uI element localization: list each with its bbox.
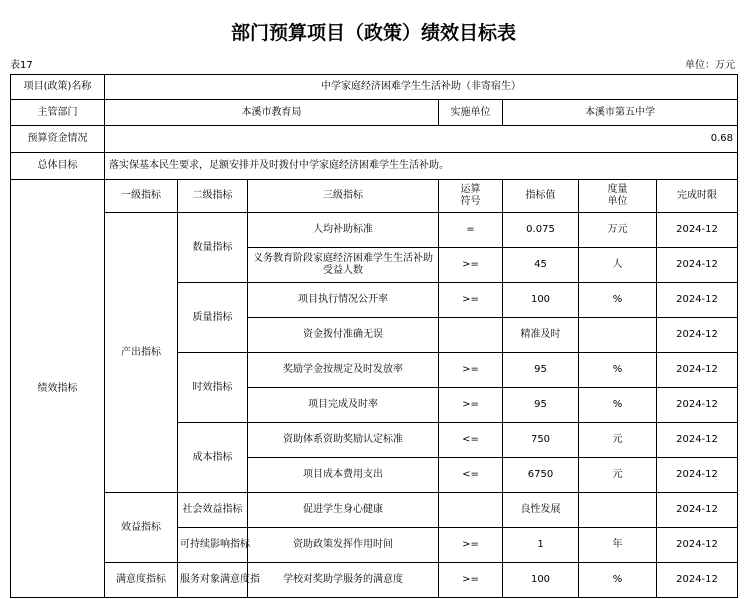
page-title: 部门预算项目（政策）绩效目标表 (230, 22, 516, 44)
table-number: 表17 (10, 60, 33, 71)
indicator-name: 资金拨付准确无误 (248, 318, 439, 353)
unit-label: 单位：万元 (685, 60, 735, 71)
header-value: 指标值 (503, 180, 579, 213)
indicator-time: 2024-12 (657, 423, 738, 458)
group-quantity: 数量指标 (178, 213, 248, 283)
header-row (11, 180, 738, 213)
perf-label: 绩效指标 (11, 180, 105, 598)
group-timeliness: 时效指标 (178, 353, 248, 423)
indicator-time: 2024-12 (657, 318, 738, 353)
indicator-op (439, 493, 503, 528)
indicator-time: 2024-12 (657, 493, 738, 528)
group-cost: 成本指标 (178, 423, 248, 493)
indicator-value: 95 (503, 388, 579, 423)
indicator-name: 学校对奖助学服务的满意度 (248, 563, 439, 598)
group-sustain: 可持续影响指标 (178, 528, 248, 563)
goal-label: 总体目标 (11, 153, 105, 180)
indicator-name: 人均补助标准 (248, 213, 439, 248)
group-quality: 质量指标 (178, 283, 248, 353)
indicator-value: 0.075 (503, 213, 579, 248)
header-op: 运算 符号 (439, 180, 503, 213)
project-name-label: 项目(政策)名称 (11, 75, 105, 100)
header-level1: 一级指标 (105, 180, 178, 213)
indicator-op: >= (439, 528, 503, 563)
indicator-unit: 人 (579, 248, 657, 283)
indicator-value: 100 (503, 563, 579, 598)
budget-label: 预算资金情况 (11, 126, 105, 153)
indicator-time: 2024-12 (657, 563, 738, 598)
indicator-name: 义务教育阶段家庭经济困难学生生活补助受益人数 (248, 248, 439, 283)
exec-value: 本溪市第五中学 (503, 100, 738, 126)
indicator-op: >= (439, 563, 503, 598)
indicator-unit: % (579, 388, 657, 423)
indicator-unit (579, 318, 657, 353)
group-social: 社会效益指标 (178, 493, 248, 528)
indicator-time: 2024-12 (657, 248, 738, 283)
indicator-time: 2024-12 (657, 353, 738, 388)
indicator-unit: % (579, 353, 657, 388)
header-time: 完成时限 (657, 180, 738, 213)
indicator-op: >= (439, 388, 503, 423)
exec-label: 实施单位 (439, 100, 503, 126)
indicator-op: >= (439, 283, 503, 318)
indicator-value: 95 (503, 353, 579, 388)
group-satisfaction: 满意度指标 (105, 563, 178, 598)
indicator-op: >= (439, 248, 503, 283)
indicator-unit: 年 (579, 528, 657, 563)
indicator-time: 2024-12 (657, 283, 738, 318)
table-row (11, 563, 738, 598)
group-service: 服务对象满意度指 (178, 563, 248, 598)
indicator-time: 2024-12 (657, 528, 738, 563)
indicator-name: 资助体系资助奖励认定标准 (248, 423, 439, 458)
indicator-time: 2024-12 (657, 213, 738, 248)
indicator-value: 100 (503, 283, 579, 318)
indicator-time: 2024-12 (657, 458, 738, 493)
row-project-name (11, 75, 738, 100)
header-level2: 二级指标 (178, 180, 248, 213)
indicator-value: 良性发展 (503, 493, 579, 528)
group-benefit: 效益指标 (105, 493, 178, 563)
indicator-unit (579, 493, 657, 528)
project-name-value: 中学家庭经济困难学生生活补助（非寄宿生） (105, 75, 738, 100)
indicator-value: 6750 (503, 458, 579, 493)
row-budget (11, 126, 738, 153)
indicator-value: 1 (503, 528, 579, 563)
indicator-unit: % (579, 563, 657, 598)
row-goal (11, 153, 738, 180)
group-output: 产出指标 (105, 213, 178, 493)
row-department (11, 100, 738, 126)
table-row (11, 213, 738, 248)
dept-value: 本溪市教育局 (105, 100, 439, 126)
indicator-op: <= (439, 423, 503, 458)
indicator-name: 资助政策发挥作用时间 (248, 528, 439, 563)
indicator-op: >= (439, 353, 503, 388)
indicator-name: 项目执行情况公开率 (248, 283, 439, 318)
indicator-time: 2024-12 (657, 388, 738, 423)
indicator-unit: 元 (579, 458, 657, 493)
indicator-value: 精准及时 (503, 318, 579, 353)
indicator-unit: 万元 (579, 213, 657, 248)
indicator-name: 奖励学金按规定及时发放率 (248, 353, 439, 388)
indicator-value: 750 (503, 423, 579, 458)
indicator-unit: % (579, 283, 657, 318)
table-row (11, 493, 738, 528)
indicator-op (439, 318, 503, 353)
performance-table (10, 74, 738, 598)
goal-value: 落实保基本民生要求，足额安排并及时拨付中学家庭经济困难学生生活补助。 (105, 153, 738, 180)
indicator-op: <= (439, 458, 503, 493)
indicator-name: 项目成本费用支出 (248, 458, 439, 493)
header-measure: 度量 单位 (579, 180, 657, 213)
indicator-name: 项目完成及时率 (248, 388, 439, 423)
dept-label: 主管部门 (11, 100, 105, 126)
indicator-value: 45 (503, 248, 579, 283)
header-level3: 三级指标 (248, 180, 439, 213)
indicator-unit: 元 (579, 423, 657, 458)
budget-value: 0.68 (105, 126, 738, 153)
indicator-op: = (439, 213, 503, 248)
indicator-name: 促进学生身心健康 (248, 493, 439, 528)
